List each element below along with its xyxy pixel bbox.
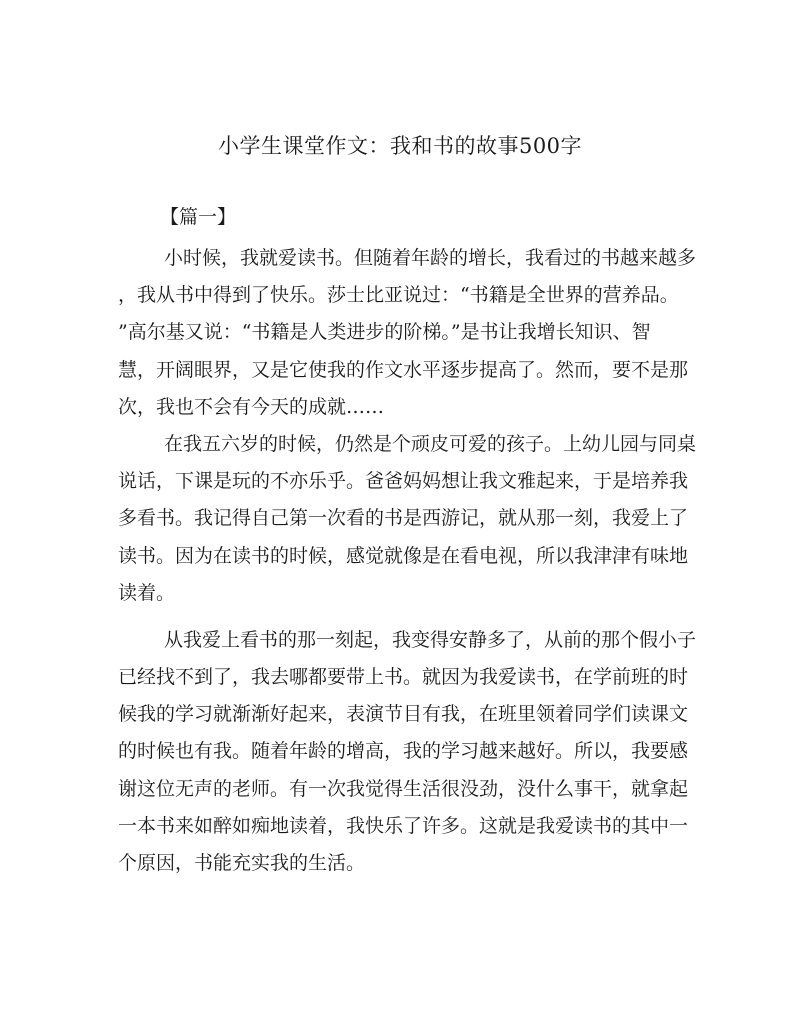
text-line: 多看书。我记得自己第一次看的书是西游记，就从那一刻，我爱上了 [118,507,689,530]
text-line: 读着。 [118,581,176,604]
text-line: 的时候也有我。随着年龄的增高，我的学习越来越好。所以，我要感 [118,740,689,763]
section-label: 【篇一】 [160,206,237,228]
essay-body [118,240,698,882]
text-line: 慧，开阔眼界，又是它使我的作文水平逐步提高了。然而，要不是那 [118,358,689,381]
text-line: 已经找不到了，我去哪都要带上书。就因为我爱读书，在学前班的时 [118,666,689,689]
text-line: ”高尔基又说：“书籍是人类进步的阶梯。”是书让我增长知识、智 [118,321,651,344]
text-line: 一本书来如醉如痴地读着，我快乐了许多。这就是我爱读书的其中一 [118,814,689,837]
paragraph-gap [118,612,698,622]
text-line: 在我五六岁的时候，仍然是个顽皮可爱的孩子。上幼儿园与同桌 [164,432,697,455]
paragraph-3 [118,622,698,882]
paragraph-2 [118,426,698,612]
text-line: 小时候，我就爱读书。但随着年龄的增长，我看过的书越来越多 [164,247,697,269]
text-line: 说话，下课是玩的不亦乐乎。爸爸妈妈想让我文雅起来，于是培养我 [118,470,689,493]
text-line: 次，我也不会有今天的成就…… [118,395,385,418]
text-line: 从我爱上看书的那一刻起，我变得安静多了，从前的那个假小子 [164,628,697,651]
text-line: ，我从书中得到了快乐。莎士比亚说过：“书籍是全世界的营养品。 [118,284,679,307]
text-line: 候我的学习就渐渐好起来，表演节目有我，在班里领着同学们读课文 [118,703,689,726]
text-line: 个原因，书能充实我的生活。 [118,852,366,874]
paragraph-1 [118,240,698,426]
text-line: 谢这位无声的老师。有一次我觉得生活很没劲，没什么事干，就拿起 [118,777,689,800]
document-title: 小学生课堂作文：我和书的故事500字 [217,134,583,158]
text-line: 读书。因为在读书的时候，感觉就像是在看电视，所以我津津有味地 [118,544,689,567]
